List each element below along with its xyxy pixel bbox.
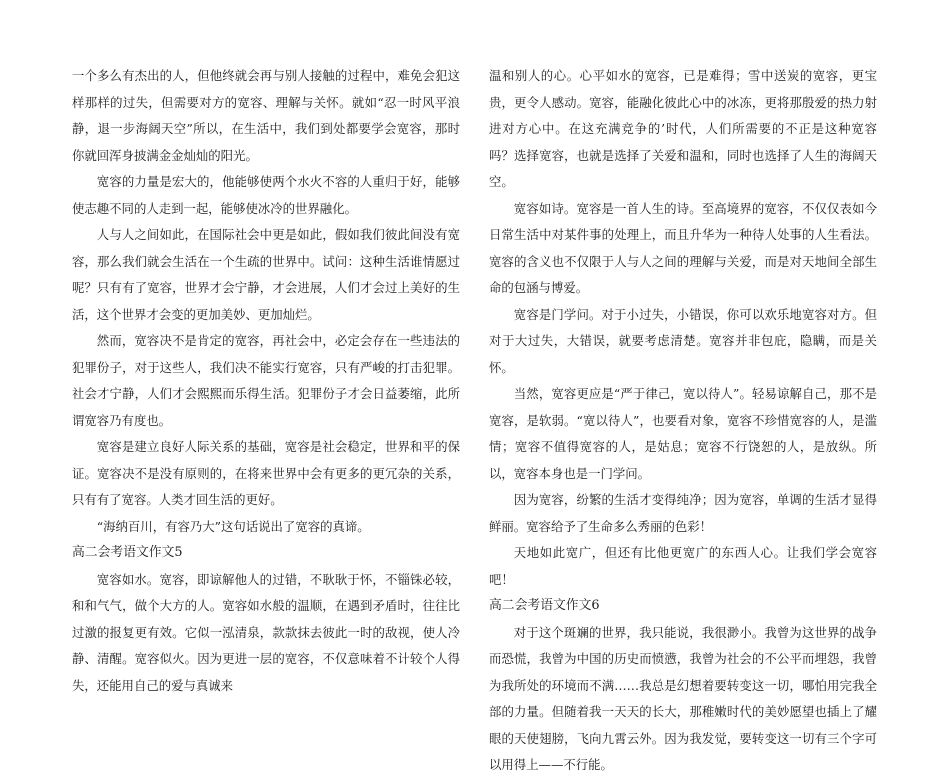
paragraph: “海纳百川，有容乃大”这句话说出了宽容的真谛。 bbox=[96, 518, 370, 534]
right-column bbox=[489, 63, 877, 779]
paragraph: 对于这个斑斓的世界，我只能说，我很渺小。我曾为这世界的战争而恐慌，我曾为中国的历史而愤懑，我曾为社会的不公平而埋怨，我曾为我所处的环境而不满……我总是幻想着要转变这一切，哪怕用完我全部的力量。但随着我一天天的长大，那稚嫩时代的美妙愿望也插上了耀眼的天使翅膀，飞向九霄云外。因为我发觉，要转变这一切有三个字可以用得上——不行能。 bbox=[489, 624, 877, 772]
paragraph: 因为宽容，纷繁的生活才变得纯净；因为宽容，单调的生活才显得鲜丽。宽容给予了生命多么秀丽的色彩！ bbox=[489, 492, 877, 534]
paragraph: 一个多么有杰出的人，但他终就会再与别人接触的过程中，难免会犯这样那样的过失，但需要对方的宽容、理解与关怀。就如“忍一时风平浪静，退一步海阔天空”所以，在生活中，我们到处都要学会宽容，那时你就回浑身披满金金灿灿的阳光。 bbox=[72, 68, 460, 163]
paragraph: 然而，宽容决不是肯定的宽容，再社会中，必定会存在一些违法的犯罪份子，对于这些人，我们决不能实行宽容，只有严峻的打击犯罪。社会才宁静，人们才会熙熙而乐得生活。犯罪份子才会日益萎缩，此所谓宽容乃有度也。 bbox=[72, 333, 460, 428]
left-column bbox=[72, 63, 460, 699]
paragraph: 宽容如水。宽容，即谅解他人的过错，不耿耿于怀，不锱铢必较，和和气气，做个大方的人。宽容如水般的温顺，在遇到矛盾时，往往比过激的报复更有效。它似一泓清泉，款款抹去彼此一时的敌视，使人冷静、清醒。宽容似火。因为更进一层的宽容，不仅意味着不计较个人得失，还能用自己的爱与真诚来 bbox=[72, 571, 460, 693]
paragraph: 宽容是门学问。对于小过失，小错误，你可以欢乐地宽容对方。但对于大过失，大错误，就要考虑清楚。宽容并非包庇，隐瞒，而是关怀。 bbox=[489, 306, 877, 375]
section-heading: 高二会考语文作文6 bbox=[489, 598, 600, 613]
paragraph: 宽容如诗。宽容是一首人生的诗。至高境界的宽容，不仅仅表如今日常生活中对某件事的处理上，而且升华为一种待人处事的人生看法。宽容的含义也不仅限于人与人之间的理解与关爱，而是对天地间全部生命的包涵与博爱。 bbox=[489, 200, 877, 295]
paragraph: 宽容的力量是宏大的，他能够使两个水火不容的人重归于好，能够使志趣不同的人走到一起，能够使冰冷的世界融化。 bbox=[72, 174, 460, 216]
paragraph: 当然，宽容更应是“严于律己，宽以待人”。轻易谅解自己，那不是宽容，是软弱。“宽以待人”，也要看对象，宽容不珍惜宽容的人，是滥情；宽容不值得宽容的人，是姑息；宽容不行饶恕的人，是放纵。所以，宽容本身也是一门学问。 bbox=[489, 386, 877, 481]
paragraph: 人与人之间如此，在国际社会中更是如此，假如我们彼此间没有宽容，那么我们就会生活在一个生疏的世界中。试问：这种生活谁情愿过呢？只有有了宽容，世界才会宁静，才会进展，人们才会过上美好的生活，这个世界才会变的更加美妙、更加灿烂。 bbox=[72, 227, 460, 322]
paragraph: 天地如此宽广，但还有比他更宽广的东西人心。让我们学会宽容吧！ bbox=[489, 545, 877, 587]
section-heading: 高二会考语文作文5 bbox=[72, 545, 183, 560]
paragraph: 温和别人的心。心平如水的宽容，已是难得；雪中送炭的宽容，更宝贵，更令人感动。宽容，能融化彼此心中的冰冻，更将那殷爱的热力射进对方心中。在这充满竞争的’时代，人们所需要的不正是这种宽容吗？选择宽容，也就是选择了关爱和温和，同时也选择了人生的海阔天空。 bbox=[489, 68, 877, 189]
paragraph: 宽容是建立良好人际关系的基础，宽容是社会稳定，世界和平的保证。宽容决不是没有原则的，在将来世界中会有更多的更冗杂的关系，只有有了宽容。人类才回生活的更好。 bbox=[72, 439, 460, 507]
